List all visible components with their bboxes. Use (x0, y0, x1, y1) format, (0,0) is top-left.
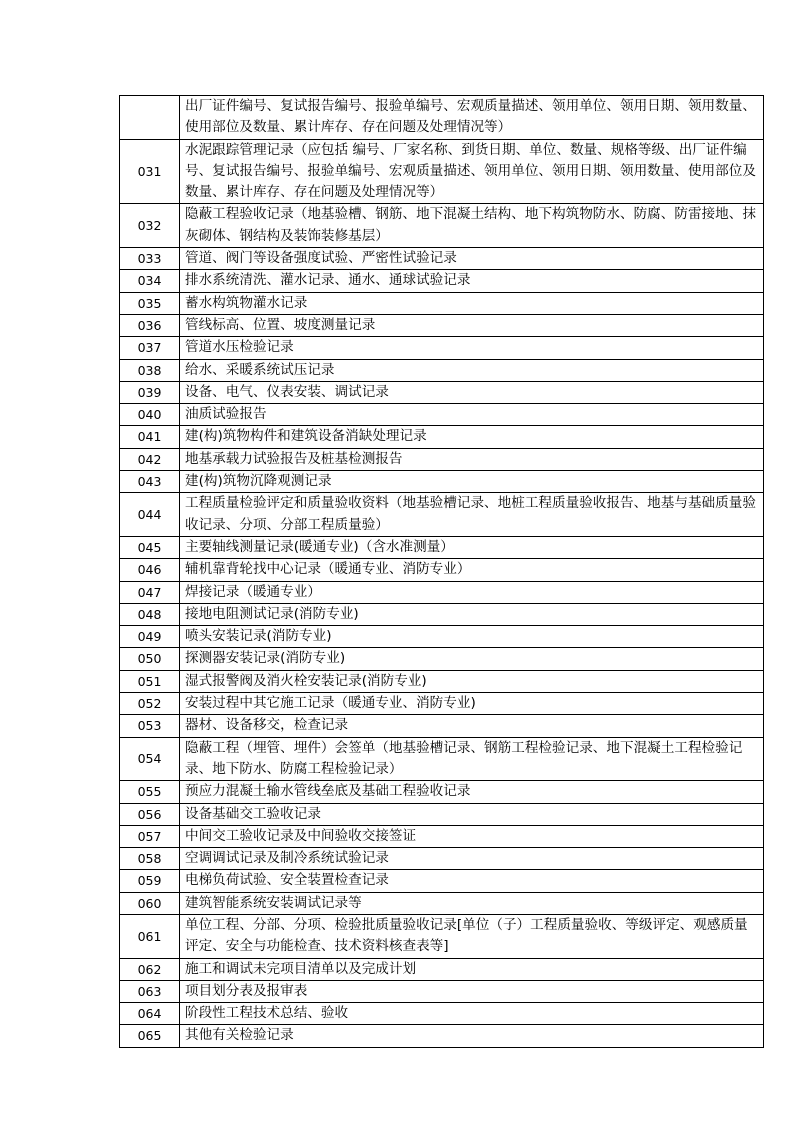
record-description: 探测器安装记录(消防专业) (180, 648, 764, 670)
record-description: 隐蔽工程验收记录（地基验槽、钢筋、地下混凝土结构、地下构筑物防水、防腐、防雷接地、抹灰砌体、钢结构及装饰装修基层） (180, 204, 764, 248)
record-description: 器材、设备移交，检查记录 (180, 715, 764, 737)
record-description: 其他有关检验记录 (180, 1025, 764, 1047)
record-number: 058 (120, 848, 180, 870)
table-row (120, 603, 764, 625)
record-number: 050 (120, 648, 180, 670)
table-row (120, 958, 764, 980)
record-description: 电梯负荷试验、安全装置检查记录 (180, 870, 764, 892)
record-number: 053 (120, 715, 180, 737)
table-row (120, 471, 764, 493)
record-description: 预应力混凝土输水管线垒底及基础工程验收记录 (180, 781, 764, 803)
record-number: 056 (120, 803, 180, 825)
table-row (120, 1025, 764, 1047)
record-description: 单位工程、分部、分项、检验批质量验收记录[单位（子）工程质量验收、等级评定、观感质量评定、安全与功能检查、技术资料核查表等] (180, 914, 764, 958)
table-row (120, 204, 764, 248)
record-description: 空调调试记录及制冷系统试验记录 (180, 848, 764, 870)
table-row (120, 825, 764, 847)
record-number: 048 (120, 603, 180, 625)
record-description: 工程质量检验评定和质量验收资料（地基验槽记录、地桩工程质量验收报告、地基与基础质量验收记录、分项、分部工程质量验） (180, 493, 764, 537)
table-row (120, 737, 764, 781)
table-row (120, 715, 764, 737)
record-number: 061 (120, 914, 180, 958)
table-row (120, 848, 764, 870)
table-row (120, 536, 764, 558)
table-row (120, 359, 764, 381)
record-number: 046 (120, 559, 180, 581)
record-number: 065 (120, 1025, 180, 1047)
record-description: 出厂证件编号、复试报告编号、报验单编号、宏观质量描述、领用单位、领用日期、领用数量、使用部位及数量、累计库存、存在问题及处理情况等） (180, 96, 764, 140)
table-row (120, 337, 764, 359)
table-row (120, 448, 764, 470)
record-description: 水泥跟踪管理记录（应包括 编号、厂家名称、到货日期、单位、数量、规格等级、出厂证件编号、复试报告编号、报验单编号、宏观质量描述、领用单位、领用日期、领用数量、使用部位及数量、累计库存、存在问题及处理情况等） (180, 139, 764, 204)
records-table-body (120, 96, 764, 1048)
record-description: 油质试验报告 (180, 404, 764, 426)
record-number: 035 (120, 292, 180, 314)
record-number: 041 (120, 426, 180, 448)
record-number: 064 (120, 1003, 180, 1025)
record-number: 045 (120, 536, 180, 558)
record-description: 施工和调试未完项目清单以及完成计划 (180, 958, 764, 980)
record-number: 034 (120, 270, 180, 292)
record-number: 033 (120, 248, 180, 270)
record-description: 阶段性工程技术总结、验收 (180, 1003, 764, 1025)
table-row (120, 139, 764, 204)
record-description: 中间交工验收记录及中间验收交接签证 (180, 825, 764, 847)
record-number: 057 (120, 825, 180, 847)
record-number: 032 (120, 204, 180, 248)
record-number: 047 (120, 581, 180, 603)
record-number: 063 (120, 980, 180, 1002)
table-row (120, 693, 764, 715)
record-number: 062 (120, 958, 180, 980)
record-description: 建(构)筑物构件和建筑设备消缺处理记录 (180, 426, 764, 448)
record-description: 建(构)筑物沉降观测记录 (180, 471, 764, 493)
record-description: 项目划分表及报审表 (180, 980, 764, 1002)
record-description: 焊接记录（暖通专业） (180, 581, 764, 603)
record-number: 051 (120, 670, 180, 692)
record-number: 043 (120, 471, 180, 493)
record-description: 管道、阀门等设备强度试验、严密性试验记录 (180, 248, 764, 270)
table-row (120, 892, 764, 914)
record-number: 049 (120, 626, 180, 648)
table-row (120, 559, 764, 581)
record-number: 060 (120, 892, 180, 914)
record-description: 设备、电气、仪表安装、调试记录 (180, 381, 764, 403)
record-number: 044 (120, 493, 180, 537)
record-number: 037 (120, 337, 180, 359)
record-description: 设备基础交工验收记录 (180, 803, 764, 825)
record-number (120, 96, 180, 140)
table-row (120, 1003, 764, 1025)
record-number: 039 (120, 381, 180, 403)
record-description: 给水、采暖系统试压记录 (180, 359, 764, 381)
record-description: 隐蔽工程（埋管、埋件）会签单（地基验槽记录、钢筋工程检验记录、地下混凝土工程检验记录、地下防水、防腐工程检验记录） (180, 737, 764, 781)
table-row (120, 870, 764, 892)
record-number: 040 (120, 404, 180, 426)
table-row (120, 648, 764, 670)
record-description: 地基承载力试验报告及桩基检测报告 (180, 448, 764, 470)
table-row (120, 96, 764, 140)
table-row (120, 493, 764, 537)
record-number: 054 (120, 737, 180, 781)
table-row (120, 292, 764, 314)
record-description: 接地电阻测试记录(消防专业) (180, 603, 764, 625)
table-row (120, 270, 764, 292)
table-row (120, 914, 764, 958)
record-description: 喷头安装记录(消防专业) (180, 626, 764, 648)
table-row (120, 803, 764, 825)
record-description: 蓄水构筑物灌水记录 (180, 292, 764, 314)
table-row (120, 314, 764, 336)
table-row (120, 781, 764, 803)
record-description: 建筑智能系统安装调试记录等 (180, 892, 764, 914)
record-number: 042 (120, 448, 180, 470)
record-number: 055 (120, 781, 180, 803)
table-row (120, 381, 764, 403)
record-description: 管线标高、位置、坡度测量记录 (180, 314, 764, 336)
record-number: 059 (120, 870, 180, 892)
record-number: 031 (120, 139, 180, 204)
record-description: 管道水压检验记录 (180, 337, 764, 359)
table-row (120, 980, 764, 1002)
table-row (120, 626, 764, 648)
record-description: 安装过程中其它施工记录（暖通专业、消防专业) (180, 693, 764, 715)
table-row (120, 670, 764, 692)
record-number: 036 (120, 314, 180, 336)
record-description: 排水系统清洗、灌水记录、通水、通球试验记录 (180, 270, 764, 292)
table-row (120, 248, 764, 270)
record-description: 湿式报警阀及消火栓安装记录(消防专业) (180, 670, 764, 692)
record-description: 主要轴线测量记录(暖通专业)（含水准测量） (180, 536, 764, 558)
records-table (119, 95, 764, 1048)
record-description: 辅机靠背轮找中心记录（暖通专业、消防专业） (180, 559, 764, 581)
table-row (120, 581, 764, 603)
table-row (120, 426, 764, 448)
table-row (120, 404, 764, 426)
record-number: 052 (120, 693, 180, 715)
record-number: 038 (120, 359, 180, 381)
